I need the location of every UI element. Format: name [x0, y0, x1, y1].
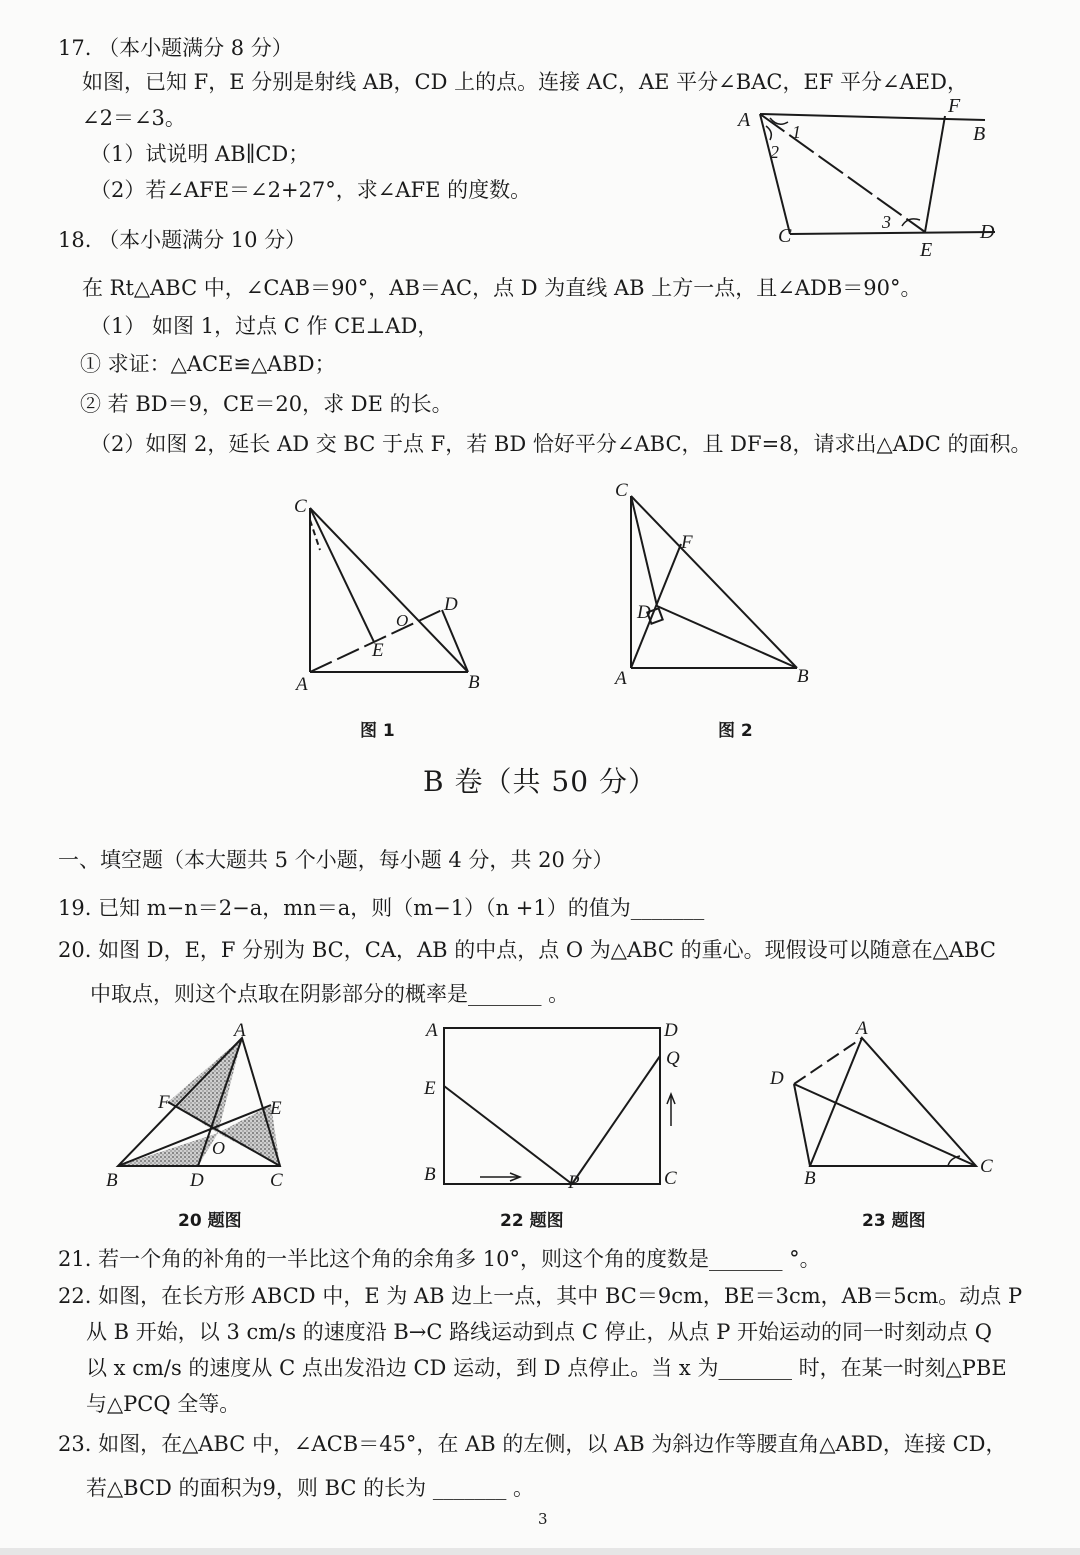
- q22-label-a: A: [426, 1020, 438, 1041]
- q23-line1: 23. 如图，在△ABC 中，∠ACB＝45°，在 AB 的左侧，以 AB 为斜边作等腰直角△ABD，连接 CD，: [58, 1432, 1007, 1456]
- q22-fig-caption: 22 题图: [500, 1211, 564, 1231]
- q17-figure: [730, 96, 1030, 266]
- q17-line3: （1）试说明 AB∥CD；: [90, 142, 310, 166]
- page-bottom-edge: [0, 1548, 1080, 1555]
- q20-line1: 20. 如图 D，E，F 分别为 BC，CA，AB 的中点，点 O 为△ABC 的重心。现假设可以随意在△ABC: [58, 938, 996, 962]
- q17-line4: （2）若∠AFE＝∠2+27°，求∠AFE 的度数。: [90, 178, 532, 202]
- fig1-label-c: C: [294, 496, 307, 517]
- q22-figure: [418, 1016, 698, 1196]
- q17-label-b: B: [973, 123, 986, 145]
- q23-label-a: A: [856, 1018, 868, 1039]
- q20-line2: 中取点，则这个点取在阴影部分的概率是_______ 。: [90, 982, 570, 1006]
- fig1-label-b: B: [468, 672, 480, 693]
- q20-label-f: F: [158, 1092, 170, 1113]
- q17-heading: 17. （本小题满分 8 分）: [58, 36, 293, 60]
- q23-label-b: B: [804, 1168, 816, 1189]
- q18-line2: （1） 如图 1，过点 C 作 CE⊥AD，: [90, 314, 439, 338]
- q22-label-q: Q: [666, 1048, 680, 1069]
- q22-label-e: E: [424, 1078, 436, 1099]
- q22-label-c: C: [664, 1168, 677, 1189]
- q18-figure-2: [605, 478, 825, 693]
- q17-label-e: E: [920, 239, 933, 261]
- q22-line2: 从 B 开始，以 3 cm/s 的速度沿 B→C 路线运动到点 C 停止，从点 P 开始运动的同一时刻动点 Q: [86, 1320, 992, 1344]
- fig2-label-c: C: [615, 480, 628, 501]
- q19-text: 19. 已知 m−n＝2−a，mn＝a，则（m−1）（n +1）的值为_______: [58, 896, 705, 920]
- fig1-label-e: E: [372, 640, 384, 661]
- q22-line3: 以 x cm/s 的速度从 C 点出发沿边 CD 运动，到 D 点停止。当 x 为_______ 时，在某一时刻△PBE: [86, 1356, 1007, 1380]
- q17-ray-cd: [790, 232, 995, 234]
- q17-seg-ac: [760, 114, 790, 234]
- q20-label-e: E: [270, 1098, 282, 1119]
- fig2-label-d: D: [637, 602, 651, 623]
- q20-label-c: C: [270, 1170, 283, 1191]
- q17-label-c: C: [778, 225, 792, 247]
- q20-figure: [100, 1020, 300, 1194]
- q23-label-c: C: [980, 1156, 993, 1177]
- q22-label-b: B: [424, 1164, 436, 1185]
- q17-seg-ef: [925, 116, 945, 232]
- q20-label-o: O: [212, 1138, 225, 1158]
- q17-label-a: A: [738, 109, 751, 131]
- q23-label-d: D: [770, 1068, 784, 1089]
- section-b-title: B 卷（共 50 分）: [423, 765, 657, 798]
- q22-line1: 22. 如图，在长方形 ABCD 中，E 为 AB 边上一点，其中 BC＝9cm，BE＝3cm，AB＝5cm。动点 P: [58, 1284, 1023, 1308]
- q22-line4: 与△PCQ 全等。: [86, 1392, 241, 1416]
- q21-text: 21. 若一个角的补角的一半比这个角的余角多 10°，则这个角的度数是_______ °。: [58, 1247, 821, 1271]
- q20-label-b: B: [106, 1170, 118, 1191]
- q18-line5: （2）如图 2，延长 AD 交 BC 于点 F，若 BD 恰好平分∠ABC，且 DF=8，请求出△ADC 的面积。: [90, 432, 1032, 456]
- q18-figure-1: [290, 490, 500, 700]
- fig2-caption: 图 2: [718, 721, 753, 741]
- q20-label-d: D: [190, 1170, 204, 1191]
- q23-line2: 若△BCD 的面积为9，则 BC 的长为 _______ 。: [86, 1476, 535, 1500]
- page-number: 3: [538, 1510, 548, 1528]
- q18-line4: ② 若 BD＝9，CE＝20，求 DE 的长。: [80, 392, 453, 416]
- fig1-caption: 图 1: [360, 721, 395, 741]
- q23-figure: [766, 1016, 1006, 1191]
- q17-label-3: 3: [882, 212, 891, 232]
- fig2-label-b: B: [797, 666, 809, 687]
- fig2-label-f: F: [681, 532, 693, 553]
- q20-label-a: A: [234, 1020, 246, 1041]
- q20-fig-caption: 20 题图: [178, 1211, 242, 1231]
- fig1-label-d: D: [444, 594, 458, 615]
- q18-line3: ① 求证：△ACE≌△ABD；: [80, 352, 336, 376]
- q17-label-1: 1: [792, 122, 801, 142]
- part1-heading: 一、填空题（本大题共 5 个小题，每小题 4 分，共 20 分）: [58, 848, 614, 872]
- q17-line2: ∠2＝∠3。: [82, 106, 186, 130]
- q17-label-f: F: [948, 95, 961, 117]
- q23-fig-caption: 23 题图: [862, 1211, 926, 1231]
- q18-line1: 在 Rt△ABC 中，∠CAB＝90°，AB＝AC，点 D 为直线 AB 上方一点，且∠ADB＝90°。: [82, 276, 922, 300]
- q17-label-2: 2: [770, 142, 779, 162]
- q22-label-d: D: [664, 1020, 678, 1041]
- q18-heading: 18. （本小题满分 10 分）: [58, 228, 307, 252]
- q17-label-d: D: [980, 221, 995, 243]
- fig1-label-a: A: [296, 674, 308, 695]
- fig2-label-a: A: [615, 668, 627, 689]
- q22-label-p: P: [568, 1172, 580, 1193]
- fig1-label-o: O: [396, 611, 409, 630]
- q17-line1: 如图，已知 F，E 分别是射线 AB，CD 上的点。连接 AC，AE 平分∠BAC，EF 平分∠AED，: [82, 70, 968, 94]
